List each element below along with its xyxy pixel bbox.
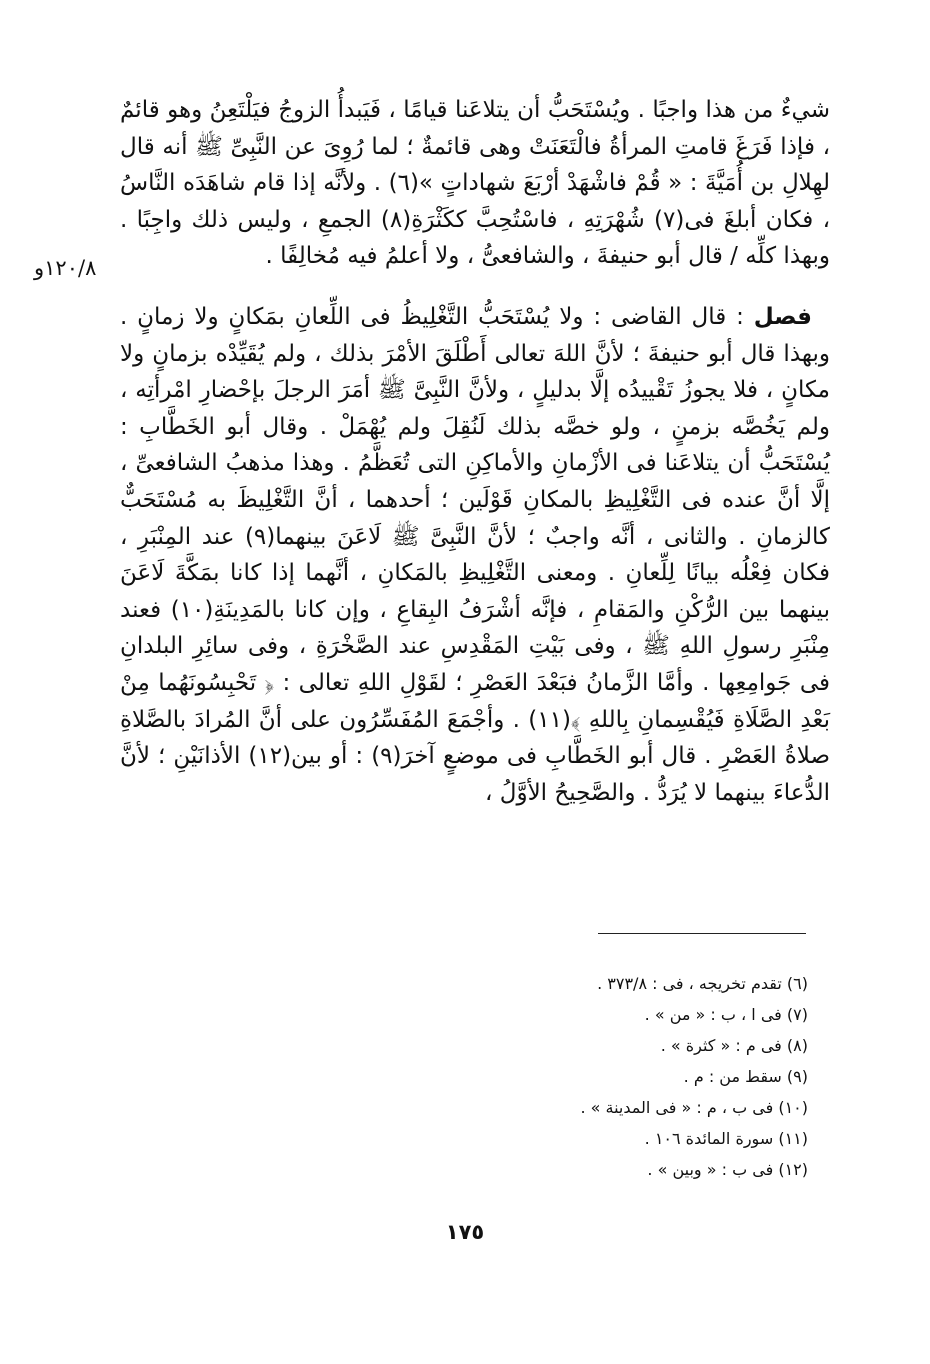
paragraph-1: شيءٌ من هذا واجبًا . ويُسْتَحَبُّ أن يتلاعَنا قيامًا ، فَيَبدأُ الزوجُ فيَلْتَعِنُ وهو قائمٌ ، فإذا فَرَغَ قامتِ المرأةُ فالْتَعَنَتْ وهى قائمةٌ ؛ لما رُوِىَ عن النَّبِىِّ ﷺ أنه قال لهِلالِ بن أُمَيَّةَ : « قُمْ فاشْهَدْ أرْبَعَ شهاداتٍ »(٦) . ولأنَّه إذا قام شاهَدَه النَّاسُ ، فكان أبلغَ فى(٧) شُهْرَتِهِ ، فاسْتُحِبَّ ككَثْرَةِ(٨) الجمعِ ، وليس ذلك واجِبًا . وبهذا كلِّه / قال أبو حنيفةَ ، والشافعىُّ ، ولا أعلمُ فيه مُخالِفًا . <box>120 97 831 270</box>
footnote-7: (٧) فى ا ، ب : « من » . <box>644 1005 808 1024</box>
footnote-6: (٦) تقدم تخريجه ، فى : ٣٧٣/٨ . <box>597 974 808 993</box>
footnote-separator <box>598 933 806 934</box>
footnote-10: (١٠) فى ب ، م : « فى المدينة » . <box>580 1098 808 1117</box>
footnote-11: (١١) سورة المائدة ١٠٦ . <box>644 1129 808 1148</box>
main-text <box>120 92 830 811</box>
paragraph-2 <box>120 299 830 811</box>
footnote-8: (٨) فى م : « كثرة » . <box>660 1036 808 1055</box>
section-label-fasl: فصل <box>753 303 812 330</box>
margin-folio-reference: ١٢٠/٨و <box>34 256 97 280</box>
footnote-9: (٩) سقط من : م . <box>683 1067 808 1086</box>
footnotes <box>420 968 808 1185</box>
footnote-12: (١٢) فى ب : « وبين » . <box>647 1160 808 1179</box>
page-number: ١٧٥ <box>445 1220 485 1244</box>
paragraph-2-text: : قال القاضى : ولا يُسْتَحَبُّ التَّغْلِيظُ فى اللِّعانِ بمَكانٍ ولا زمانٍ . وبهذا قال أبو حنيفةَ ؛ لأنَّ اللهَ تعالى أَطْلَقَ الأمْرَ بذلك ، ولم يُقَيِّدْه بزمانٍ ولا مكانٍ ، فلا يجوزُ تَقْييدُه إلَّا بدليلٍ ، ولأنَّ النَّبِىَّ ﷺ أمَرَ الرجلَ بإحْضارِ امْرأتِه ، ولم يَخُصَّه بزمنٍ ، ولو خصَّه بذلك لَنُقِلَ ولم يُهْمَلْ . وقال أبو الخَطَّابِ : يُسْتَحَبُّ أن يتلاعَنا فى الأزْمانِ والأماكِنِ التى تُعَظَّمُ . وهذا مذهبُ الشافعىِّ ، إلَّا أنَّ عنده فى التَّغْلِيظِ بالمكانِ قَوْلَين ؛ أحدهما ، أنَّ التَّغْلِيظَ به مُسْتَحَبٌّ كالزمانِ . والثانى ، أنَّه واجبٌ ؛ لأنَّ النَّبِىَّ ﷺ لَاعَنَ بينهما(٩) عند المِنْبَرِ ، فكان فِعْلُه بيانًا لِلِّعانِ . ومعنى التَّغْلِيظِ بالمَكانِ ، أنَّهما إذا كانا بمَكَّةَ لَاعَنَ بينهما بين الرُّكْنِ والمَقامِ ، فإنَّه أشْرَفُ البِقاعِ ، وإن كانا بالمَدِينَةِ(١٠) فعند مِنْبَرِ رسولِ اللهِ ﷺ ، وفى بَيْتِ المَقْدِسِ عند الصَّخْرَةِ ، وفى سائِرِ البلدانِ فى جَوامِعِها . وأمَّا الزَّمانُ فبَعْدَ العَصْرِ ؛ لقَوْلِ اللهِ تعالى : ﴿ تَحْبِسُونَهُما مِنْ بَعْدِ الصَّلَاةِ فَيُقْسِمانِ بِاللهِ ﴾(١١) . وأجْمَعَ المُفَسِّرُون على أنَّ المُرادَ بالصَّلاةِ صلاةُ العَصْرِ . قال أبو الخَطَّابِ فى موضعٍ آخرَ(٩) : أو بين(١٢) الأذانَيْنِ ؛ لأنَّ الدُّعاءَ بينهما لا يُرَدُّ . والصَّحِيحُ الأوَّلُ ، <box>120 303 831 806</box>
